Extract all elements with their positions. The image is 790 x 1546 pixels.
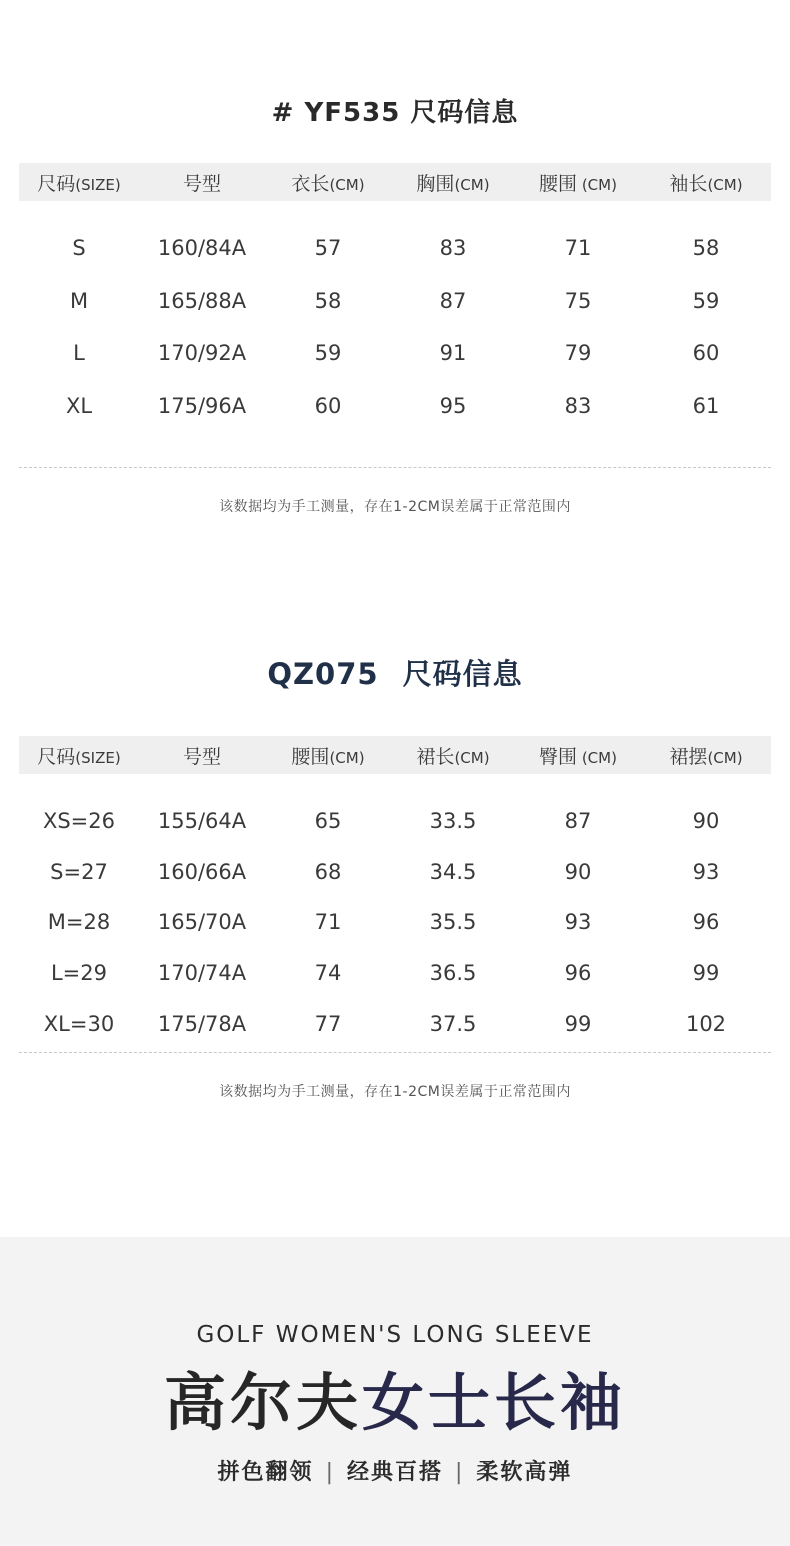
product-banner bbox=[0, 1237, 790, 1546]
cell-skirt-length: 33.5 bbox=[429, 809, 477, 834]
cell-size: S bbox=[72, 236, 86, 261]
header-model: 号型 bbox=[182, 172, 221, 195]
cell-model: 175/96A bbox=[157, 394, 247, 419]
cell-size: XL=30 bbox=[43, 1011, 115, 1036]
cell-hip: 96 bbox=[564, 961, 592, 986]
banner-english-title: GOLF WOMEN'S LONG SLEEVE bbox=[196, 1322, 594, 1348]
cell-sleeve: 61 bbox=[692, 394, 720, 419]
cell-sleeve: 60 bbox=[692, 341, 720, 366]
cell-model: 175/78A bbox=[157, 1011, 247, 1036]
header-hem: 裙摆(CM) bbox=[669, 745, 743, 768]
cell-waist: 65 bbox=[314, 809, 342, 834]
table-row bbox=[19, 327, 771, 380]
header-waist: 腰围(CM) bbox=[291, 745, 365, 768]
cell-model: 170/92A bbox=[157, 341, 247, 366]
table-row bbox=[19, 275, 771, 328]
cell-chest: 95 bbox=[439, 394, 467, 419]
cell-model: 170/74A bbox=[157, 961, 247, 986]
cell-sleeve: 59 bbox=[692, 288, 720, 313]
title-text: 尺码信息 bbox=[402, 657, 523, 691]
table-body bbox=[19, 222, 771, 432]
yf535-size-title: # YF535 尺码信息 bbox=[271, 98, 519, 128]
cell-hip: 93 bbox=[564, 910, 592, 935]
cell-chest: 83 bbox=[439, 236, 467, 261]
header-length: 衣长(CM) bbox=[291, 172, 365, 195]
cell-chest: 91 bbox=[439, 341, 467, 366]
cell-size: M=28 bbox=[47, 910, 111, 935]
cell-waist: 74 bbox=[314, 961, 342, 986]
cell-hem: 96 bbox=[692, 910, 720, 935]
cell-size: L=29 bbox=[50, 961, 108, 986]
qz075-size-table bbox=[19, 736, 771, 1049]
cell-chest: 87 bbox=[439, 288, 467, 313]
cell-size: XL bbox=[65, 394, 93, 419]
cell-waist: 79 bbox=[564, 341, 592, 366]
feature-tag: 柔软高弹 bbox=[476, 1460, 573, 1485]
cell-model: 165/88A bbox=[157, 288, 247, 313]
cell-skirt-length: 36.5 bbox=[429, 961, 477, 986]
cell-model: 160/66A bbox=[157, 859, 247, 884]
table-row bbox=[19, 222, 771, 275]
measurement-note: 该数据均为手工测量，存在1-2CM误差属于正常范围内 bbox=[219, 499, 571, 515]
cell-size: L bbox=[73, 341, 85, 366]
cell-size: XS=26 bbox=[42, 809, 116, 834]
yf535-size-table bbox=[19, 163, 771, 432]
cell-length: 59 bbox=[314, 341, 342, 366]
cell-length: 58 bbox=[314, 288, 342, 313]
cell-size: S=27 bbox=[50, 859, 108, 884]
cell-hip: 87 bbox=[564, 809, 592, 834]
table-row bbox=[19, 796, 771, 847]
banner-chinese-title bbox=[0, 1365, 790, 1441]
cell-length: 60 bbox=[314, 394, 342, 419]
banner-title-accent: 女士长袖 bbox=[362, 1366, 627, 1439]
cell-waist: 68 bbox=[314, 859, 342, 884]
cell-waist: 75 bbox=[564, 288, 592, 313]
table-row bbox=[19, 998, 771, 1049]
table-body bbox=[19, 796, 771, 1049]
dashed-divider bbox=[19, 1052, 771, 1053]
table-header bbox=[19, 736, 771, 774]
cell-hem: 90 bbox=[692, 809, 720, 834]
cell-skirt-length: 34.5 bbox=[429, 859, 477, 884]
product-code: QZ075 bbox=[267, 657, 379, 691]
cell-hip: 90 bbox=[564, 859, 592, 884]
dashed-divider bbox=[19, 467, 771, 468]
header-hip: 臀围 (CM) bbox=[539, 745, 617, 768]
table-row bbox=[19, 380, 771, 433]
table-header bbox=[19, 163, 771, 201]
header-size: 尺码(SIZE) bbox=[37, 172, 121, 195]
header-waist: 腰围 (CM) bbox=[539, 172, 617, 195]
cell-hip: 99 bbox=[564, 1011, 592, 1036]
qz075-size-title bbox=[0, 652, 790, 693]
feature-tag: 经典百搭 bbox=[346, 1460, 443, 1485]
cell-model: 160/84A bbox=[157, 236, 247, 261]
cell-waist: 77 bbox=[314, 1011, 342, 1036]
cell-waist: 71 bbox=[314, 910, 342, 935]
cell-model: 165/70A bbox=[157, 910, 247, 935]
header-model: 号型 bbox=[182, 745, 221, 768]
cell-length: 57 bbox=[314, 236, 342, 261]
cell-model: 155/64A bbox=[157, 809, 247, 834]
cell-sleeve: 58 bbox=[692, 236, 720, 261]
cell-skirt-length: 35.5 bbox=[429, 910, 477, 935]
cell-skirt-length: 37.5 bbox=[429, 1011, 477, 1036]
cell-waist: 71 bbox=[564, 236, 592, 261]
cell-hem: 99 bbox=[692, 961, 720, 986]
cell-hem: 93 bbox=[692, 859, 720, 884]
table-row bbox=[19, 897, 771, 948]
tag-separator: | bbox=[325, 1460, 335, 1485]
header-chest: 胸围(CM) bbox=[416, 172, 490, 195]
banner-feature-tags bbox=[0, 1455, 790, 1486]
cell-hem: 102 bbox=[685, 1011, 727, 1036]
table-row bbox=[19, 847, 771, 898]
feature-tag: 拼色翻领 bbox=[217, 1460, 314, 1485]
banner-title-dark: 高尔夫 bbox=[163, 1366, 362, 1439]
measurement-note: 该数据均为手工测量，存在1-2CM误差属于正常范围内 bbox=[219, 1084, 571, 1100]
cell-waist: 83 bbox=[564, 394, 592, 419]
tag-separator: | bbox=[455, 1460, 465, 1485]
header-skirt-length: 裙长(CM) bbox=[416, 745, 490, 768]
table-row bbox=[19, 948, 771, 999]
header-sleeve: 袖长(CM) bbox=[669, 172, 743, 195]
header-size: 尺码(SIZE) bbox=[37, 745, 121, 768]
cell-size: M bbox=[69, 288, 89, 313]
